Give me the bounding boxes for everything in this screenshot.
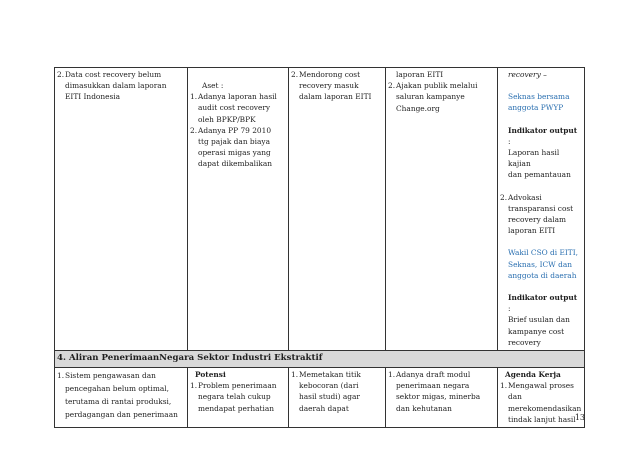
outputs-list: [388, 80, 495, 114]
cell-activities: [498, 68, 585, 351]
list-item: 1. Problem penerimaan negara telah cukup mendapat perhatian: [190, 381, 277, 413]
section-heading-row: [55, 351, 585, 368]
cell-objectives: [289, 368, 386, 428]
list-item: 2. Advokasi transparansi cost recovery dalam laporan EITI: [500, 192, 574, 236]
table-row: [55, 368, 585, 428]
list-item: 2. Data cost recovery belum dimasukkan dalam laporan EITI Indonesia: [57, 70, 167, 102]
cell-objectives: [289, 68, 386, 351]
matrix-table: [54, 67, 585, 428]
outputs-list: [388, 369, 495, 414]
potential-heading: Potensi: [195, 370, 226, 380]
list-item: 2. Mendorong cost recovery masuk dalam laporan EITI: [291, 70, 372, 102]
actor-text: Wakil CSO di EITI, Seknas, ICW dan anggota di daerah: [508, 248, 578, 280]
objectives-list: [291, 369, 383, 414]
continued-text: laporan EITI: [396, 70, 444, 79]
list-item: 1. Adanya laporan hasil audit cost recovery oleh BPKP/BPK: [190, 92, 277, 124]
indicator-output: Indikator output : Laporan hasil kajian dan pemantauan: [508, 125, 578, 180]
indicator-output: Indikator output : Brief usulan dan kampanye cost recovery: [508, 293, 578, 347]
page-number: 13: [574, 413, 585, 422]
cell-problem: [55, 68, 188, 351]
agenda-heading: Agenda Kerja: [505, 370, 561, 380]
activities-list: [500, 192, 582, 237]
list-item: 2. Ajakan publik melalui saluran kampanye Change.org: [388, 81, 478, 113]
cell-assets: [188, 68, 289, 351]
problem-list: [57, 69, 185, 103]
potential-list: [190, 380, 286, 414]
assets-heading: Aset :: [202, 81, 224, 90]
cell-problem: [55, 368, 188, 428]
list-item: 1. Adanya draft modul penerimaan negara sektor migas, minerba dan kehutanan: [388, 370, 481, 413]
section-heading: 4. Aliran PenerimaanNegara Sektor Industri Ekstraktif: [55, 351, 585, 368]
assets-list: [190, 91, 286, 169]
actor-text: Seknas bersama anggota PWYP: [508, 92, 570, 113]
cell-potential: [188, 368, 289, 428]
table-row: [55, 68, 585, 351]
list-item: 1. Sistem pengawasan dan pencegahan belum optimal, terutama di rantai produksi, perdagangan dan penerimaan: [57, 371, 178, 420]
list-item: 1. Memetakan titik kebocoran (dari hasil studi) agar daerah dapat: [291, 370, 361, 413]
cell-outputs: [386, 368, 498, 428]
objectives-list: [291, 69, 383, 103]
cell-outputs: [386, 68, 498, 351]
list-item: 1. Mengawal proses dan merekomendasikan tindak lanjut hasil: [500, 381, 582, 424]
continued-text: recovery –: [508, 70, 547, 79]
list-item: 2. Adanya PP 79 2010 ttg pajak dan biaya operasi migas yang dapat dikembalikan: [190, 125, 273, 169]
problem-list: [57, 369, 185, 421]
